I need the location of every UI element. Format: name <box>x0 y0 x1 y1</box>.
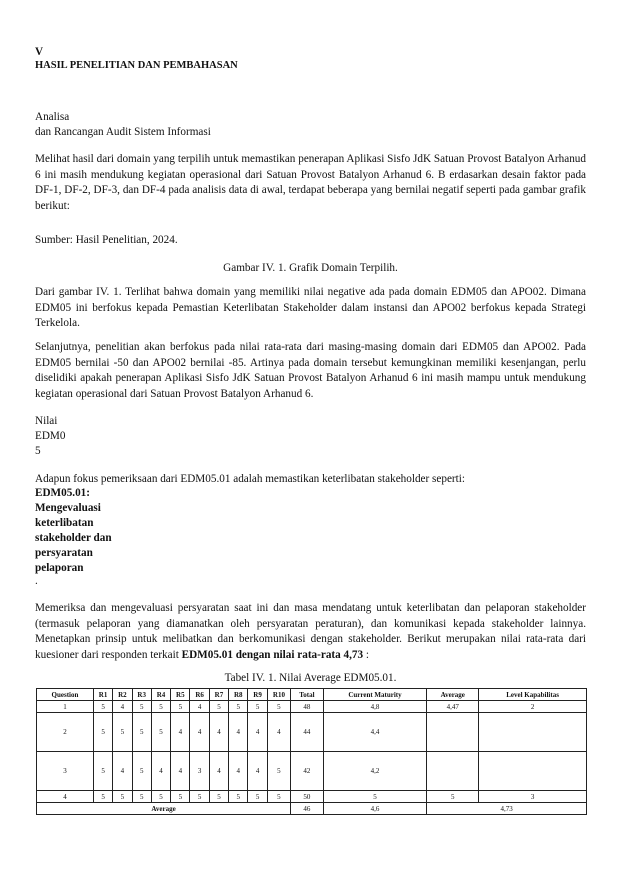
cell: 5 <box>113 791 132 803</box>
figure-caption: Gambar IV. 1. Grafik Domain Terpilih. <box>223 262 398 274</box>
cell: 1 <box>37 701 94 713</box>
cell: 4 <box>209 713 228 752</box>
cell: 5 <box>113 713 132 752</box>
nilai-line-1: Nilai <box>35 415 58 427</box>
cell: 5 <box>209 701 228 713</box>
cell: 5 <box>229 701 248 713</box>
cell <box>427 713 479 752</box>
bold-line-4: stakeholder dan <box>35 532 112 544</box>
cell: 5 <box>151 713 170 752</box>
cell <box>479 752 587 791</box>
cell: 4 <box>171 752 190 791</box>
cell: 5 <box>93 752 112 791</box>
cell: 4 <box>190 713 209 752</box>
table-header-row <box>37 689 587 701</box>
cell: 4 <box>171 713 190 752</box>
cell: 5 <box>171 791 190 803</box>
cell: 3 <box>37 752 94 791</box>
paragraph-evaluation-bold: EDM05.01 dengan nilai rata-rata 4,73 <box>181 648 364 661</box>
cell: 5 <box>190 791 209 803</box>
table-caption: Tabel IV. 1. Nilai Average EDM05.01. <box>224 672 397 684</box>
table-row <box>37 791 587 803</box>
cell: 48 <box>291 701 324 713</box>
header-r1: R1 <box>93 689 112 701</box>
cell: 4 <box>267 713 290 752</box>
cell: 4,2 <box>323 752 427 791</box>
header-current-maturity: Current Maturity <box>323 689 427 701</box>
paragraph-average-focus: Selanjutnya, penelitian akan berfokus pada nilai rata-rata dari masing-masing domain dari EDM05 dan APO02. Pada EDM05 bernilai -50 dan APO02 bernilai -85. Artinya pada domain tersebut kemungkinan memiliki kesenjangan, perlu diselidiki apakah penerapan Aplikasi Sisfo JdK Satuan Provost Batalyon Arhanud 6 ini masih mampu untuk mendukung kegiatan operasional dari Satuan Provost Batalyon Arhanud 6. <box>35 341 586 400</box>
footer-level: 4,73 <box>427 803 587 815</box>
cell: 3 <box>190 752 209 791</box>
footer-maturity: 4,6 <box>323 803 427 815</box>
paragraph-evaluation-end: : <box>363 648 370 661</box>
header-r2: R2 <box>113 689 132 701</box>
bold-line-5: persyaratan <box>35 547 93 559</box>
bold-line-2: Mengevaluasi <box>35 502 101 514</box>
header-total: Total <box>291 689 324 701</box>
header-level-kapabilitas: Level Kapabilitas <box>479 689 587 701</box>
section-title-line2: dan Rancangan Audit Sistem Informasi <box>35 126 211 138</box>
cell: 5 <box>427 791 479 803</box>
table-row <box>37 713 587 752</box>
cell: 5 <box>132 701 151 713</box>
cell: 5 <box>151 791 170 803</box>
nilai-line-2: EDM0 <box>35 430 66 442</box>
cell: 5 <box>132 791 151 803</box>
cell: 3 <box>479 791 587 803</box>
table-footer-row <box>37 803 587 815</box>
bold-line-3: keterlibatan <box>35 517 94 529</box>
cell: 5 <box>171 701 190 713</box>
header-r4: R4 <box>151 689 170 701</box>
footer-average-label: Average <box>37 803 291 815</box>
cell: 4 <box>151 752 170 791</box>
table-row <box>37 701 587 713</box>
cell: 44 <box>291 713 324 752</box>
header-r10: R10 <box>267 689 290 701</box>
header-average: Average <box>427 689 479 701</box>
cell: 5 <box>93 791 112 803</box>
cell: 5 <box>229 791 248 803</box>
header-r3: R3 <box>132 689 151 701</box>
cell: 5 <box>209 791 228 803</box>
cell: 4 <box>248 713 267 752</box>
cell: 5 <box>267 752 290 791</box>
cell: 5 <box>132 713 151 752</box>
chapter-number: V <box>35 46 44 58</box>
cell: 5 <box>248 791 267 803</box>
cell: 4 <box>248 752 267 791</box>
bold-line-1: EDM05.01: <box>35 487 90 499</box>
average-table <box>36 688 587 815</box>
cell: 4 <box>229 752 248 791</box>
cell <box>427 752 479 791</box>
cell: 42 <box>291 752 324 791</box>
table-row <box>37 752 587 791</box>
cell: 4 <box>113 752 132 791</box>
header-r9: R9 <box>248 689 267 701</box>
cell: 4 <box>229 713 248 752</box>
figure-source: Sumber: Hasil Penelitian, 2024. <box>35 234 178 246</box>
cell: 50 <box>291 791 324 803</box>
cell: 4,47 <box>427 701 479 713</box>
footer-total: 46 <box>291 803 324 815</box>
paragraph-evaluation-text: Memeriksa dan mengevaluasi persyaratan saat ini dan masa mendatang untuk keterlibatan dan pelaporan stakeholder (termasuk pelaporan yang diamanatkan oleh persyaratan peraturan), dan komunikasi kepada stakeholder lainnya. Menetapkan prinsip untuk melibatkan dan berkomunikasi dengan stakeholder. Berikut merupakan nilai rata-rata dari kuesioner dari responden terkait <box>35 602 586 661</box>
cell: 4 <box>209 752 228 791</box>
section-title-line1: Analisa <box>35 111 70 123</box>
cell: 4 <box>190 701 209 713</box>
paragraph-intro: Melihat hasil dari domain yang terpilih untuk memastikan penerapan Aplikasi Sisfo JdK Satuan Provost Batalyon Arhanud 6 ini masih mendukung kegiatan operasional dari Satuan Provost Batalyon Arhanud 6. B erdasarkan desain faktor pada DF-1, DF-2, DF-3, dan DF-4 pada analisis data di awal, terdapat beberapa yang bernilai negatif seperti pada gambar grafik berikut: <box>35 153 586 212</box>
cell <box>479 713 587 752</box>
bold-line-6: pelaporan <box>35 562 84 574</box>
cell: 4 <box>113 701 132 713</box>
paragraph-domain-negative: Dari gambar IV. 1. Terlihat bahwa domain yang memiliki nilai negative ada pada domain EDM05 dan APO02. Dimana EDM05 ini berfokus kepada Pemastian Keterlibatan Stakeholder dalam instansi dan APO02 berfokus kepada Strategi Terkelola. <box>35 286 586 330</box>
header-r8: R8 <box>229 689 248 701</box>
paragraph-focus-edm0501: Adapun fokus pemeriksaan dari EDM05.01 adalah memastikan keterlibatan stakeholder seperti: <box>35 473 465 485</box>
cell: 5 <box>151 701 170 713</box>
chapter-title: HASIL PENELITIAN DAN PEMBAHASAN <box>35 60 238 71</box>
cell: 2 <box>479 701 587 713</box>
nilai-line-3: 5 <box>35 445 41 457</box>
cell: 5 <box>93 701 112 713</box>
cell: 5 <box>93 713 112 752</box>
cell: 5 <box>323 791 427 803</box>
cell: 5 <box>267 791 290 803</box>
paragraph-evaluation <box>35 601 586 663</box>
header-question: Question <box>37 689 94 701</box>
header-r7: R7 <box>209 689 228 701</box>
cell: 2 <box>37 713 94 752</box>
header-r6: R6 <box>190 689 209 701</box>
cell: 4 <box>37 791 94 803</box>
cell: 5 <box>132 752 151 791</box>
cell: 5 <box>248 701 267 713</box>
cell: 5 <box>267 701 290 713</box>
dot-marker: . <box>35 575 38 587</box>
header-r5: R5 <box>171 689 190 701</box>
cell: 4,8 <box>323 701 427 713</box>
cell: 4,4 <box>323 713 427 752</box>
